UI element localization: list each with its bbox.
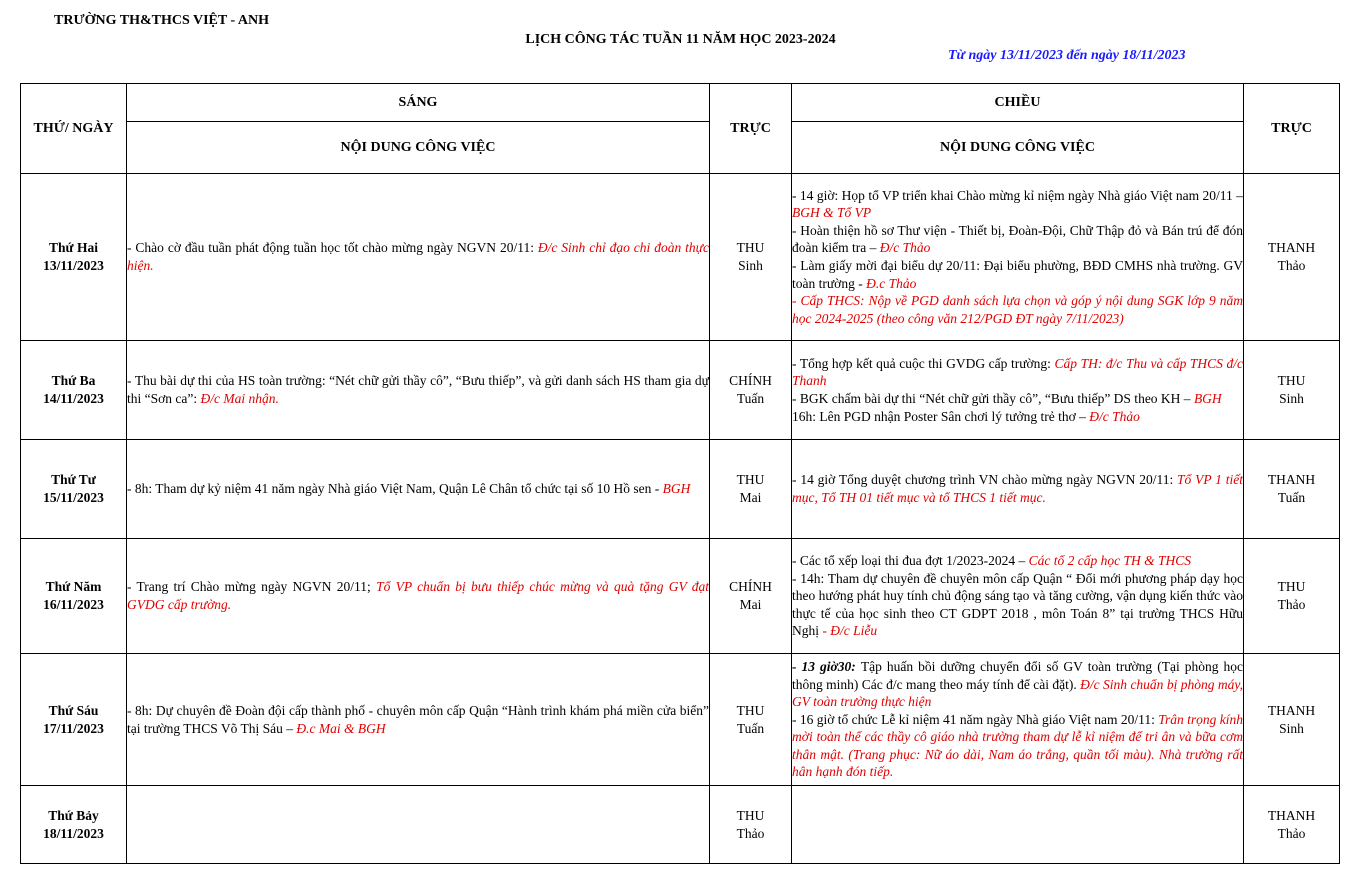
header-morning-content: NỘI DUNG CÔNG VIỆC — [127, 122, 710, 174]
task-time: - 13 giờ30: — [792, 658, 861, 674]
table-row — [21, 341, 1340, 440]
task-assignee: Đ/c Thảo — [1089, 408, 1140, 424]
header-afternoon: CHIỀU — [792, 84, 1244, 122]
school-name: TRƯỜNG TH&THCS VIỆT - ANH — [54, 13, 269, 28]
task-text: - Hoàn thiện hồ sơ Thư viện - Thiết bị, Đoàn-Đội, Chữ Thập đỏ và Bán trú để đón đoàn kiểm tra – — [792, 222, 1243, 256]
task-text: - Tổng hợp kết quả cuộc thi GVDG cấp trường: — [792, 355, 1055, 371]
day-name: Thứ Sáu — [48, 702, 99, 718]
task-item — [792, 222, 1243, 257]
afternoon-content — [792, 440, 1244, 539]
task-text: - 8h: Dự chuyên đề Đoàn đội cấp thành phố - chuyên môn cấp Quận “Hành trình khám phá miền cửa biển” tại trường THCS Võ Thị Sáu – — [127, 702, 709, 736]
duty-person: Sinh — [1279, 391, 1304, 406]
task-item — [792, 390, 1243, 408]
task-text: - Trang trí Chào mừng ngày NGVN 20/11; — [127, 579, 377, 595]
duty-person: Tuấn — [736, 720, 765, 736]
task-item — [792, 552, 1243, 570]
task-item — [792, 257, 1243, 292]
task-text: - 8h: Tham dự kỷ niệm 41 năm ngày Nhà giáo Việt Nam, Quận Lê Chân tổ chức tại số 10 Hồ sen - — [127, 481, 663, 497]
duty-person: Sinh — [738, 258, 763, 273]
task-assignee: Tổ VP 1 tiết mục, Tổ TH 01 tiết mục và tổ THCS 1 tiết mục. — [792, 472, 1243, 505]
afternoon-content — [792, 341, 1244, 440]
header-afternoon-duty: TRỰC — [1244, 84, 1340, 174]
afternoon-duty — [1244, 440, 1340, 539]
header-morning: SÁNG — [127, 84, 710, 122]
schedule-table — [20, 83, 1340, 864]
morning-duty — [710, 341, 792, 440]
task-assignee: Đ.c Mai & BGH — [296, 720, 386, 736]
task-item — [792, 570, 1243, 640]
afternoon-duty — [1244, 341, 1340, 440]
duty-person: Thảo — [1277, 258, 1306, 273]
afternoon-duty — [1244, 174, 1340, 341]
task-item — [792, 355, 1243, 390]
task-text: - Các tổ xếp loại thi đua đợt 1/2023-2024 – — [792, 553, 1029, 569]
afternoon-content — [792, 539, 1244, 654]
morning-content — [127, 539, 710, 654]
task-item — [792, 711, 1243, 781]
afternoon-content — [792, 654, 1244, 786]
morning-content — [127, 174, 710, 341]
duty-role: CHÍNH — [729, 373, 772, 388]
task-assignee: Đ.c Thảo — [866, 275, 917, 291]
afternoon-duty — [1244, 539, 1340, 654]
table-row — [21, 174, 1340, 341]
task-text: Tập huấn bồi dưỡng chuyển đổi số GV toàn trường (Tại phòng học thông minh) Các đ/c mang theo máy tính để cài đặt). — [792, 658, 1243, 692]
task-text: 16h: Lên PGD nhận Poster Sân chơi lý tưởng trẻ thơ – — [792, 408, 1090, 424]
day-cell — [21, 654, 127, 786]
afternoon-duty — [1244, 786, 1340, 864]
task-text: - 14h: Tham dự chuyên đề chuyên môn cấp Quận “ Đổi mới phương pháp dạy học theo hướng phát huy tính chủ động sáng tạo và tăng cường, vận dụng kiến thức vào thực tế của học sinh theo CT GDPT 2018 , môn Toán 8” tại trường THCS Hữu Nghị — [792, 570, 1243, 639]
page-title: LỊCH CÔNG TÁC TUẦN 11 NĂM HỌC 2023-2024 — [525, 32, 836, 47]
duty-person: Thảo — [1277, 597, 1306, 612]
table-row — [21, 539, 1340, 654]
date-range: Từ ngày 13/11/2023 đến ngày 18/11/2023 — [948, 48, 1186, 63]
duty-role: THANH — [1267, 240, 1316, 255]
task-assignee: Đ/c Thảo — [879, 240, 931, 256]
task-item — [127, 702, 709, 737]
task-assignee: BGH — [662, 481, 691, 497]
day-date: 17/11/2023 — [43, 720, 104, 736]
task-item — [127, 239, 709, 274]
morning-duty — [710, 440, 792, 539]
task-assignee: Tổ VP chuẩn bị bưu thiếp chúc mừng và quà tặng GV đạt GVDG cấp trường. — [127, 579, 710, 612]
table-row — [21, 440, 1340, 539]
day-date: 14/11/2023 — [43, 391, 104, 406]
day-cell — [21, 341, 127, 440]
task-assignee: Các tổ 2 cấp học TH & THCS — [1028, 553, 1191, 569]
task-text: - 14 giờ Tổng duyệt chương trình VN chào mừng ngày NGVN 20/11: — [792, 472, 1178, 488]
morning-content — [127, 341, 710, 440]
task-item — [127, 480, 709, 498]
morning-duty — [710, 654, 792, 786]
task-assignee: BGH & Tổ VP — [792, 205, 872, 221]
task-text: - 14 giờ: Họp tổ VP triển khai Chào mừng kỉ niệm ngày Nhà giáo Việt nam 20/11 – — [792, 187, 1243, 203]
header-afternoon-content: NỘI DUNG CÔNG VIỆC — [792, 122, 1244, 174]
task-item — [792, 187, 1243, 222]
day-cell — [21, 440, 127, 539]
duty-role: CHÍNH — [729, 579, 772, 594]
duty-role: THANH — [1267, 472, 1316, 487]
duty-person: Tuấn — [1277, 490, 1306, 505]
task-text: - Chào cờ đầu tuần phát động tuần học tốt chào mừng ngày NGVN 20/11: — [127, 240, 538, 256]
task-text: - 16 giờ tổ chức Lễ kỉ niệm 41 năm ngày Nhà giáo Việt nam 20/11: — [792, 711, 1159, 727]
task-item — [792, 408, 1243, 426]
day-cell — [21, 786, 127, 864]
table-row — [21, 786, 1340, 864]
task-assignee: - Cấp THCS: Nộp về PGD danh sách lựa chọn và góp ý nội dung SGK lớp 9 năm học 2024-2025 (theo công văn 212/PGD ĐT ngày 7/11/2023) — [792, 293, 1243, 326]
header-day: THỨ/ NGÀY — [21, 84, 127, 174]
duty-person: Sinh — [1279, 720, 1304, 736]
day-name: Thứ Hai — [49, 240, 98, 255]
duty-role: THU — [736, 240, 765, 255]
task-item — [792, 292, 1243, 327]
day-date: 13/11/2023 — [43, 258, 104, 273]
afternoon-content — [792, 786, 1244, 864]
afternoon-duty — [1244, 654, 1340, 786]
morning-duty — [710, 174, 792, 341]
duty-role: THU — [1277, 373, 1306, 388]
header-morning-duty: TRỰC — [710, 84, 792, 174]
day-name: Thứ Tư — [51, 472, 96, 487]
duty-role: THANH — [1267, 702, 1316, 718]
task-item — [792, 658, 1243, 711]
day-cell — [21, 174, 127, 341]
duty-role: THU — [736, 807, 765, 823]
duty-person: Thảo — [736, 825, 765, 841]
task-text: - Làm giấy mời đại biểu dự 20/11: Đại biểu phường, BĐD CMHS nhà trường. GV toàn trường - — [792, 258, 1243, 291]
duty-role: THU — [736, 702, 765, 718]
duty-person: Mai — [739, 597, 762, 612]
morning-duty — [710, 786, 792, 864]
day-date: 18/11/2023 — [43, 825, 104, 841]
task-assignee: Đ/c Sinh chuẩn bị phòng máy, GV toàn trường thực hiện — [792, 676, 1243, 710]
day-date: 15/11/2023 — [43, 490, 104, 505]
task-assignee: Trân trọng kính mời toàn thể các thầy cô giáo nhà trường tham dự lễ kỉ niệm để tri ân và bữa cơm thân mật. (Trang phục: Nữ áo dài, Nam áo trắng, quần tối màu). Nhà trường rất hân hạnh đón tiếp. — [792, 711, 1244, 780]
day-date: 16/11/2023 — [43, 597, 104, 612]
duty-role: THANH — [1267, 807, 1316, 823]
task-text: - Thu bài dự thi của HS toàn trường: “Nét chữ gửi thầy cô”, “Bưu thiếp”, và gửi danh sách HS tham gia dự thi “Sơn ca”: — [127, 373, 709, 406]
duty-role: THU — [736, 472, 765, 487]
day-cell — [21, 539, 127, 654]
task-item — [127, 578, 709, 613]
task-assignee: Đ/c Mai nhận. — [200, 391, 279, 406]
day-name: Thứ Ba — [51, 373, 96, 388]
task-item — [792, 471, 1243, 506]
morning-content — [127, 786, 710, 864]
day-name: Thứ Năm — [45, 579, 102, 594]
task-item — [127, 372, 709, 407]
morning-content — [127, 654, 710, 786]
day-name: Thứ Bảy — [48, 807, 99, 823]
duty-person: Mai — [739, 490, 762, 505]
afternoon-content — [792, 174, 1244, 341]
task-text: - BGK chấm bài dự thi “Nét chữ gửi thầy cô”, “Bưu thiếp” DS theo KH – — [792, 391, 1194, 406]
table-row — [21, 654, 1340, 786]
task-assignee: - Đ/c Liễu — [822, 623, 878, 639]
task-assignee: BGH — [1193, 391, 1222, 406]
morning-duty — [710, 539, 792, 654]
task-assignee: Cấp TH: đ/c Thu và cấp THCS đ/c Thanh — [792, 355, 1243, 389]
duty-person: Thảo — [1277, 825, 1306, 841]
duty-person: Tuấn — [736, 391, 765, 406]
morning-content — [127, 440, 710, 539]
duty-role: THU — [1277, 579, 1306, 594]
task-assignee: Đ/c Sinh chỉ đạo chi đoàn thực hiện. — [127, 240, 709, 273]
